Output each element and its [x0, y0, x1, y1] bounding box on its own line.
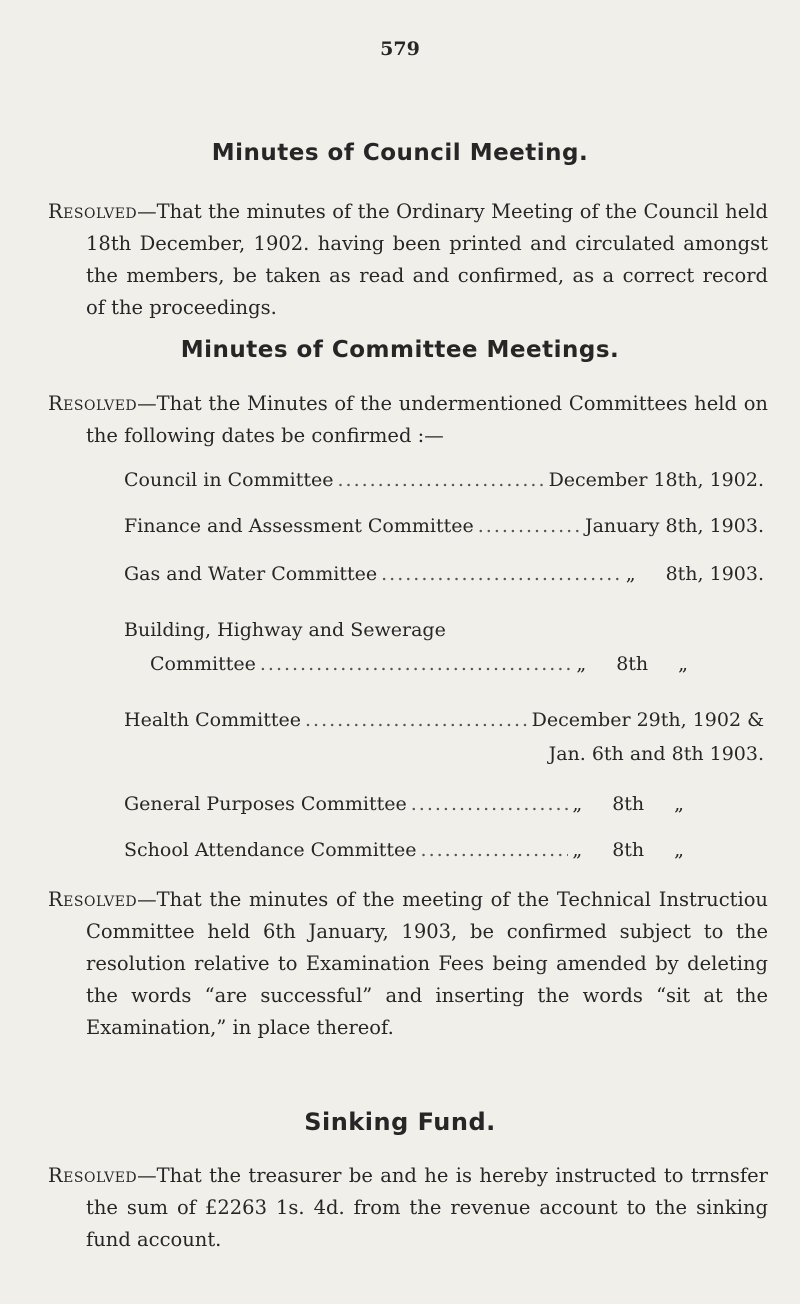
leader-dots: [260, 650, 572, 678]
committee-name: Committee: [150, 653, 256, 675]
ditto-mark: „: [572, 793, 583, 815]
committee-date-line-2: Jan. 6th and 8th 1903.: [548, 743, 764, 765]
sinking-fund-heading: Sinking Fund.: [304, 1108, 496, 1136]
ditto-mark: „: [625, 563, 636, 585]
resolution-text: —That the Minutes of the undermentioned Committees held on the following dates be confirmed :—: [86, 392, 768, 447]
page-number: 579: [380, 38, 420, 60]
committee-row-building: [150, 650, 688, 678]
council-minutes-heading: Minutes of Council Meeting.: [211, 140, 589, 166]
committee-date: January 8th, 1903.: [584, 515, 764, 537]
committee-row-school-attendance: [124, 836, 684, 864]
resolved-label: Resolved: [48, 1164, 138, 1187]
ditto-mark: „: [674, 839, 684, 861]
committee-name: Health Committee: [124, 709, 301, 731]
resolution-committee-minutes: [48, 388, 768, 452]
committee-date: 8th, 1903.: [665, 563, 764, 585]
resolution-text: —That the minutes of the meeting of the Technical Instructiou Committee held 6th January, 1903, be confirmed subject to the resolution relative to Examination Fees being amended by deleting the words “are successful” and inserting the words “sit at the Examination,” in place thereof.: [86, 888, 768, 1039]
ditto-mark: „: [576, 653, 587, 675]
committee-name: Council in Committee: [124, 469, 334, 491]
leader-dots: [421, 836, 569, 864]
committee-date: 8th: [616, 653, 649, 675]
resolution-sinking-fund: [48, 1160, 768, 1256]
resolution-technical-instruction: [48, 884, 768, 1044]
committee-row-health: [124, 706, 764, 734]
resolution-text: —That the treasurer be and he is hereby instructed to trrnsfer the sum of £2263 1s. 4d. from the revenue account to the sinking fund account.: [86, 1164, 768, 1251]
committee-date: December 29th, 1902 &: [531, 709, 764, 731]
committee-row-general-purposes: [124, 790, 684, 818]
committee-name-line-1: Building, Highway and Sewerage: [124, 619, 446, 641]
committee-row-finance: [124, 512, 764, 540]
committee-date: December 18th, 1902.: [548, 469, 764, 491]
committee-date: 8th: [612, 839, 645, 861]
ditto-mark: „: [678, 653, 688, 675]
committee-row-gas-water: [124, 560, 764, 588]
leader-dots: [305, 706, 528, 734]
committee-name: School Attendance Committee: [124, 839, 417, 861]
committee-minutes-heading: Minutes of Committee Meetings.: [180, 337, 620, 363]
resolved-label: Resolved: [48, 392, 138, 415]
ditto-mark: „: [572, 839, 583, 861]
committee-name: General Purposes Committee: [124, 793, 407, 815]
leader-dots: [381, 560, 622, 588]
resolution-text: —That the minutes of the Ordinary Meeting of the Council held 18th December, 1902. having been printed and circulated amongst the members, be taken as read and confirmed, as a correct record of the proceedings.: [86, 200, 768, 319]
leader-dots: [411, 790, 569, 818]
committee-name: Gas and Water Committee: [124, 563, 378, 585]
committee-row-council: [124, 466, 764, 494]
resolved-label: Resolved: [48, 200, 138, 223]
leader-dots: [337, 466, 544, 494]
resolved-label: Resolved: [48, 888, 138, 911]
leader-dots: [478, 512, 581, 540]
committee-date: 8th: [612, 793, 645, 815]
committee-name: Finance and Assessment Committee: [124, 515, 474, 537]
ditto-mark: „: [674, 793, 684, 815]
resolution-council-minutes: [48, 196, 768, 324]
